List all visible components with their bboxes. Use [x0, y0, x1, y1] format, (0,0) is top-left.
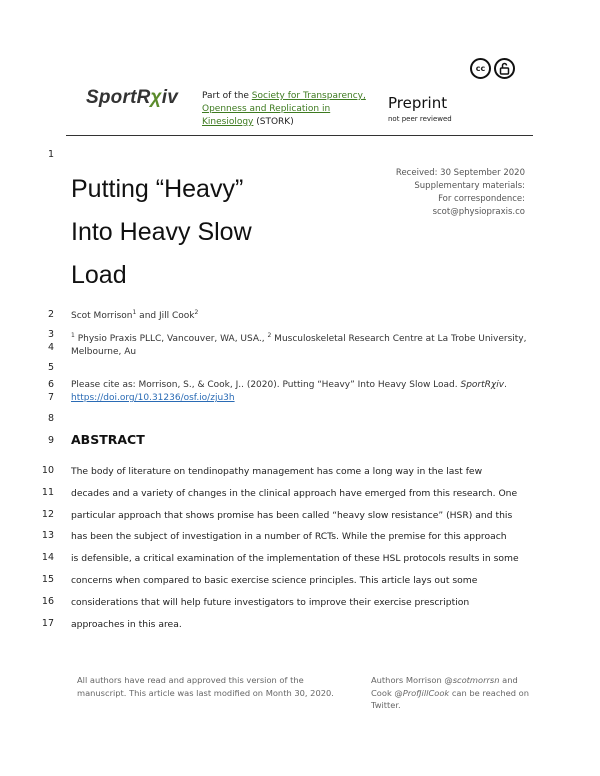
sportrxiv-logo: SportRχiv [86, 87, 178, 108]
authors: Scot Morrison$^1$ and Jill Cook$^2$ [71, 309, 199, 321]
abstract-line: is defensible, a critical examination of the implementation of these HSL protocols results in some [71, 553, 519, 565]
line-number: 9 [47, 435, 54, 446]
cc-license-badge[interactable] [470, 58, 515, 79]
preprint-label: Preprint [388, 94, 448, 112]
line-number: 16 [41, 596, 54, 607]
line-number: 15 [41, 574, 54, 585]
abstract-line: considerations that will help future investigators to improve their exercise prescription [71, 596, 470, 608]
received-date: Received: 30 September 2020 [395, 168, 525, 178]
paper-title: Putting “Heavy” Into Heavy Slow Load [71, 175, 252, 289]
abstract-heading: ABSTRACT [71, 432, 145, 447]
correspondence-email[interactable]: scot@physiopraxis.co [432, 207, 525, 217]
twitter-handle[interactable]: scotmorrsn [452, 675, 500, 685]
creative-commons-icon: cc [470, 58, 491, 79]
line-number: 1 [47, 149, 54, 160]
part-of-statement: Part of the Society for Transparency, Openness and Replication in Kinesiology (STORK) [202, 91, 366, 127]
stork-link[interactable]: Society for Transparency, Openness and Replication in Kinesiology [202, 91, 366, 127]
line-number: 11 [41, 487, 54, 498]
abstract-line: approaches in this area. [71, 618, 182, 630]
twitter-handle[interactable]: ProfJillCook [402, 687, 450, 698]
line-number: 6 [47, 379, 54, 390]
supplementary-materials: Supplementary materials: [414, 181, 525, 191]
citation: Please cite as: Morrison, S., & Cook, J.. (2020). Putting “Heavy” Into Heavy Slow Load. SportRχiv. https://doi.org/10.31236/osf.io/zju3h [71, 380, 507, 403]
line-number: 4 [47, 342, 54, 353]
line-number: 7 [47, 392, 54, 403]
line-number: 14 [41, 552, 54, 563]
line-number: 13 [41, 530, 54, 541]
affiliations: $^1$ Physio Praxis PLLC, Vancouver, WA, USA., $^2$ Musculoskeletal Research Centre at La Trobe University, Melbourne, Au [71, 332, 527, 357]
line-number: 17 [41, 618, 54, 629]
line-number: 8 [47, 413, 54, 424]
abstract-line: has been the subject of investigation in a number of RCTs. While the premise for this approach [71, 531, 507, 543]
abstract-line: particular approach that shows promise has been called “heavy slow resistance” (HSR) and this [71, 509, 513, 521]
line-number: 12 [41, 509, 54, 520]
abstract-body [71, 461, 541, 635]
approval-note: All authors have read and approved this version of the manuscript. This article was last modified on Month 30, 2020. [77, 675, 334, 698]
correspondence-label: For correspondence: [438, 194, 525, 204]
line-number: 2 [47, 309, 54, 320]
line-number: 10 [41, 465, 54, 476]
header-divider [66, 135, 533, 136]
abstract-line: concerns when compared to basic exercise science principles. This article lays out some [71, 574, 478, 586]
line-number: 5 [47, 362, 54, 373]
open-access-icon [494, 58, 515, 79]
twitter-note: Authors Morrison @scotmorrsn and Cook @ProfJillCook can be reached on Twitter. [371, 675, 529, 710]
line-number: 3 [47, 329, 54, 340]
peer-review-status: not peer reviewed [388, 115, 452, 123]
submission-meta [396, 167, 525, 219]
abstract-line: The body of literature on tendinopathy management has come a long way in the last few [71, 466, 483, 477]
doi-link[interactable]: https://doi.org/10.31236/osf.io/zju3h [71, 393, 235, 403]
abstract-line: decades and a variety of changes in the clinical approach have emerged from this research. One [71, 487, 518, 499]
